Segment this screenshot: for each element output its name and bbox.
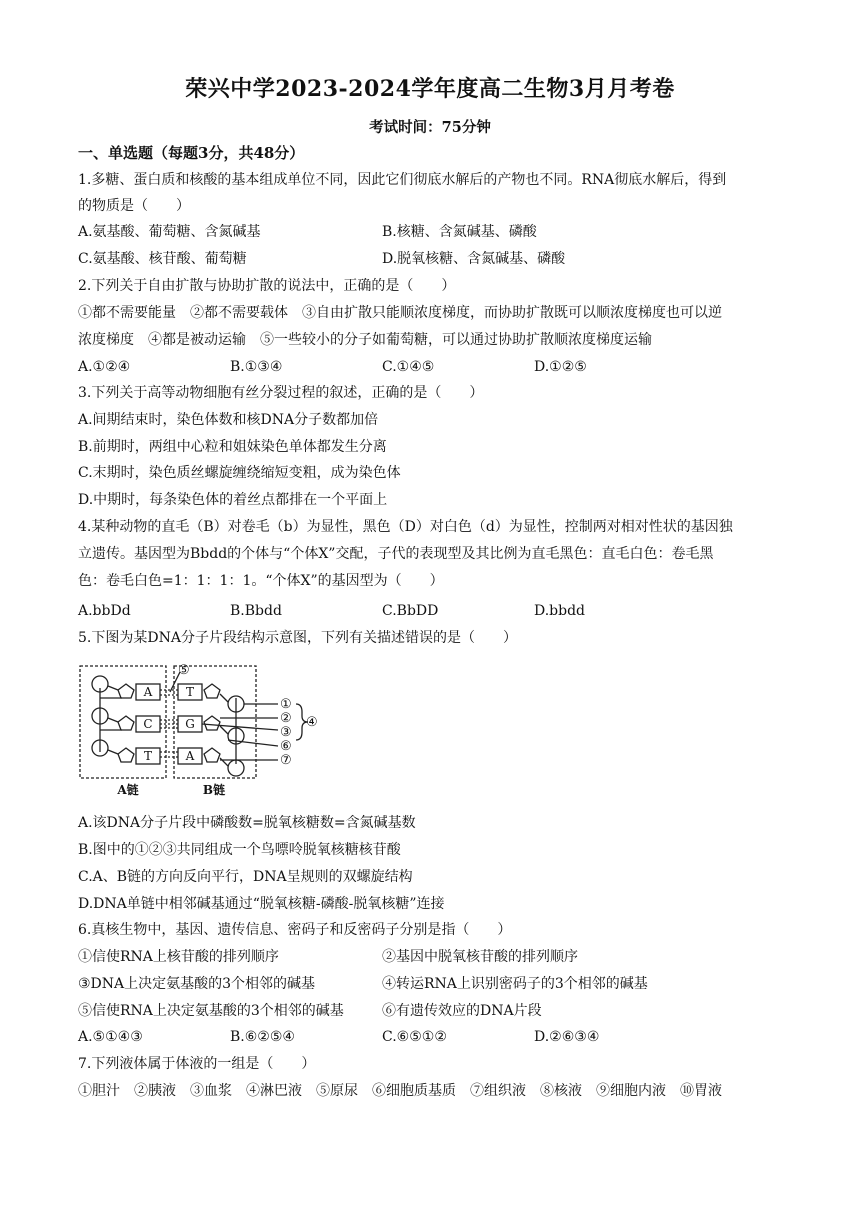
question-6-option-c: C.⑥⑤①② <box>382 1029 447 1045</box>
question-6-item-1: ①信使RNA上核苷酸的排列顺序 <box>78 949 279 965</box>
question-1-stem-cont: 的物质是（ ） <box>78 198 190 214</box>
base-label: A <box>143 685 153 699</box>
question-6-item-5: ⑤信使RNA上决定氨基酸的3个相邻的碱基 <box>78 1003 344 1019</box>
question-6-option-b: B.⑥②⑤④ <box>230 1029 295 1045</box>
question-6-stem: 6.真核生物中，基因、遗传信息、密码子和反密码子分别是指（ ） <box>78 922 512 938</box>
question-2-option-a: A.①②④ <box>78 359 131 375</box>
question-6-item-3: ③DNA上决定氨基酸的3个相邻的碱基 <box>78 976 316 992</box>
chain-a-box <box>80 666 166 778</box>
question-2-statements: ①都不需要能量 ②都不需要载体 ③自由扩散只能顺浓度梯度，而协助扩散既可以顺浓度梯度也可以逆 <box>78 305 722 321</box>
sugar-pentagon <box>118 748 134 762</box>
callout-6: ⑥ <box>280 739 292 754</box>
base-label: T <box>143 749 153 763</box>
question-4-stem-cont: 立遗传。基因型为Bbdd的个体与“个体X”交配，子代的表现型及其比例为直毛黑色：直毛白色：卷毛黑 <box>78 546 714 562</box>
question-6-option-d: D.②⑥③④ <box>534 1029 600 1045</box>
question-6-option-a: A.⑤①④③ <box>78 1029 143 1045</box>
question-3-option-d: D.中期时，每条染色体的着丝点都排在一个平面上 <box>78 492 388 508</box>
question-2-stem: 2.下列关于自由扩散与协助扩散的说法中，正确的是（ ） <box>78 278 456 294</box>
question-5-option-a: A.该DNA分子片段中磷酸数=脱氧核糖数=含氮碱基数 <box>78 815 416 831</box>
question-1-option-a: A.氨基酸、葡萄糖、含氮碱基 <box>78 224 261 240</box>
callout-1: ① <box>280 697 292 712</box>
chain-b-label: B链 <box>202 783 226 797</box>
question-4-stem: 4.某种动物的直毛（B）对卷毛（b）为显性，黑色（D）对白色（d）为显性，控制两对相对性状的基因独 <box>78 519 733 535</box>
question-5-option-d: D.DNA单链中相邻碱基通过“脱氧核糖-磷酸-脱氧核糖”连接 <box>78 896 445 912</box>
callout-7: ⑦ <box>280 753 292 768</box>
base-label: T <box>185 685 195 699</box>
question-7-items: ①胆汁 ②胰液 ③血浆 ④淋巴液 ⑤原尿 ⑥细胞质基质 ⑦组织液 ⑧核液 ⑨细胞内液 ⑩胃液 <box>78 1083 722 1099</box>
base-label: A <box>185 749 195 763</box>
question-2-option-c: C.①④⑤ <box>382 359 435 375</box>
callout-4: ④ <box>306 715 318 730</box>
question-5-stem: 5.下图为某DNA分子片段结构示意图，下列有关描述错误的是（ ） <box>78 630 517 646</box>
callout-5: ⑤ <box>178 663 190 678</box>
sugar-pentagon <box>204 748 220 762</box>
base-label: C <box>143 717 153 731</box>
question-4-option-d: D.bbdd <box>534 603 586 619</box>
base-label: G <box>185 717 195 731</box>
question-2-statements-cont: 浓度梯度 ④都是被动运输 ⑤一些较小的分子如葡萄糖，可以通过协助扩散顺浓度梯度运输 <box>78 332 652 348</box>
sugar-pentagon <box>204 716 220 730</box>
sugar-pentagon <box>118 716 134 730</box>
question-4-option-a: A.bbDd <box>78 603 131 619</box>
exam-duration: 考试时间：75分钟 <box>369 119 491 136</box>
callout-2: ② <box>280 711 292 726</box>
sugar-pentagon <box>118 684 134 698</box>
question-3-stem: 3.下列关于高等动物细胞有丝分裂过程的叙述，正确的是（ ） <box>78 385 484 401</box>
question-6-item-6: ⑥有遗传效应的DNA片段 <box>382 1003 542 1019</box>
exam-title: 荣兴中学2023-2024学年度高二生物3月月考卷 <box>185 76 675 102</box>
question-6-item-4: ④转运RNA上识别密码子的3个相邻的碱基 <box>382 976 648 992</box>
question-1-option-d: D.脱氧核糖、含氮碱基、磷酸 <box>382 251 566 267</box>
question-1-stem: 1.多糖、蛋白质和核酸的基本组成单位不同，因此它们彻底水解后的产物也不同。RNA彻底水解后，得到 <box>78 172 727 188</box>
callout-3: ③ <box>280 725 292 740</box>
question-3-option-c: C.末期时，染色质丝螺旋缠绕缩短变粗，成为染色体 <box>78 465 401 481</box>
question-5-option-c: C.A、B链的方向反向平行，DNA呈规则的双螺旋结构 <box>78 869 413 885</box>
question-2-option-d: D.①②⑤ <box>534 359 587 375</box>
dna-structure-figure <box>78 660 338 800</box>
question-1-option-b: B.核糖、含氮碱基、磷酸 <box>382 224 537 240</box>
chain-a-label: A链 <box>117 783 139 797</box>
sugar-pentagon <box>204 684 220 698</box>
question-7-stem: 7.下列液体属于体液的一组是（ ） <box>78 1056 316 1072</box>
question-6-item-2: ②基因中脱氧核苷酸的排列顺序 <box>382 949 578 965</box>
question-4-option-c: C.BbDD <box>382 603 439 619</box>
section-heading: 一、单选题（每题3分，共48分） <box>78 144 305 162</box>
question-1-option-c: C.氨基酸、核苷酸、葡萄糖 <box>78 251 247 267</box>
question-2-option-b: B.①③④ <box>230 359 283 375</box>
question-5-option-b: B.图中的①②③共同组成一个鸟嘌呤脱氧核糖核苷酸 <box>78 842 401 858</box>
question-4-option-b: B.Bbdd <box>230 603 282 619</box>
question-4-stem-cont2: 色：卷毛白色=1：1：1：1。“个体X”的基因型为（ ） <box>78 573 444 589</box>
question-3-option-a: A.间期结束时，染色体数和核DNA分子数都加倍 <box>78 412 379 428</box>
question-3-option-b: B.前期时，两组中心粒和姐妹染色单体都发生分离 <box>78 439 387 455</box>
